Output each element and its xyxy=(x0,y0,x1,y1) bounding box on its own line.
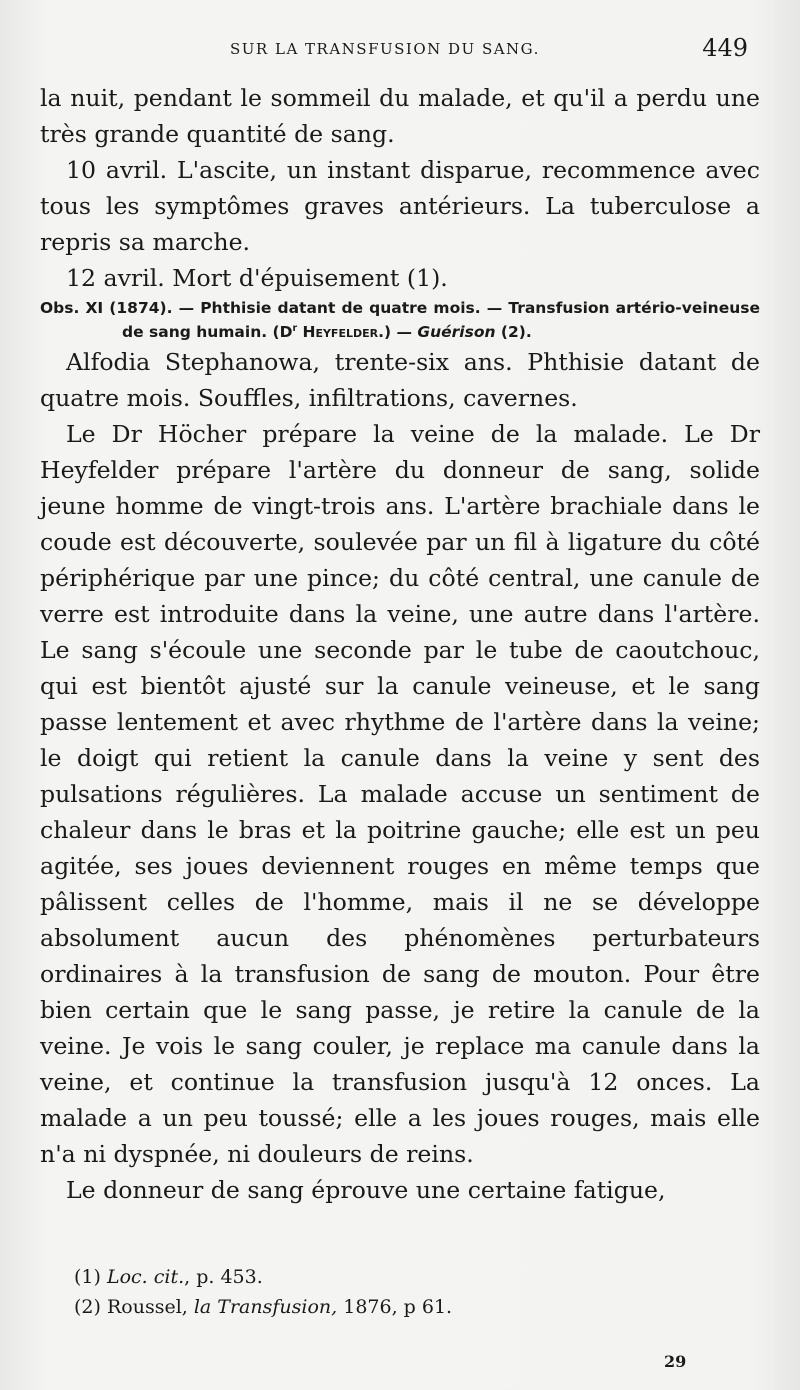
body-text xyxy=(40,80,760,1208)
footnote-1-italic: Loc. cit. xyxy=(106,1266,185,1288)
footnote-2 xyxy=(74,1292,734,1322)
paragraph-12-avril-text: 12 avril. Mort d'épuisement xyxy=(66,264,400,292)
obs-heading-part-2: .) — xyxy=(378,323,412,341)
obs-heading-part-1: Obs. XI (1874). — Phthisie datant de quatre mois. — Transfusion artério-veineuse de sang humain. (D xyxy=(40,299,760,341)
obs-heading-name: Heyfelder xyxy=(302,323,379,341)
footnote-1 xyxy=(74,1262,734,1292)
paragraph-procedure: Le Dr Höcher prépare la veine de la malade. Le Dr Heyfelder prépare l'artère du donneur de sang, solide jeune homme de vingt-trois ans. L'artère brachiale dans le coude est découverte, soulevée par un fil à ligature du côté périphérique par une pince; du côté central, une canule de verre est introduite dans la veine, une autre dans l'artère. Le sang s'écoule une seconde par le tube de caoutchouc, qui est bientôt ajusté sur la canule veineuse, et le sang passe lentement et avec rhythme de l'artère dans la veine; le doigt qui retient la canule dans la veine y sent des pulsations régulières. La malade accuse un sentiment de chaleur dans le bras et la poitrine gauche; elle est un peu agitée, ses joues deviennent rouges en même temps que pâlissent celles de l'homme, mais il ne se développe absolument aucun des phénomènes perturbateurs ordinaires à la transfusion de sang de mouton. Pour être bien certain que le sang passe, je retire la canule de la veine. Je vois le sang couler, je replace ma canule dans la veine, et continue la transfusion jusqu'à 12 onces. La malade a un peu toussé; elle a les joues rouges, mais elle n'a ni dyspnée, ni douleurs de reins. xyxy=(40,420,760,1168)
paragraph-12-avril xyxy=(40,260,760,296)
footnote-ref-1: (1). xyxy=(406,264,448,292)
signature-mark: 29 xyxy=(664,1352,687,1371)
footnote-2-italic: la Transfusion, xyxy=(193,1296,338,1318)
footnote-2-mark: (2) xyxy=(74,1296,101,1318)
running-head: SUR LA TRANSFUSION DU SANG. xyxy=(230,40,540,58)
footnote-1-rest: , p. 453. xyxy=(184,1266,263,1288)
paragraph-continuation: la nuit, pendant le sommeil du malade, et qu'il a perdu une très grande quantité de sang. xyxy=(40,84,760,148)
observation-heading xyxy=(40,296,760,344)
footnote-2-author: Roussel, xyxy=(106,1296,188,1318)
footnotes xyxy=(74,1262,734,1322)
footnote-ref-2: (2). xyxy=(500,323,532,341)
paragraph-10-avril: 10 avril. L'ascite, un instant disparue, recommence avec tous les symptômes graves antérieurs. La tuberculose a repris sa marche. xyxy=(40,156,760,256)
obs-heading-result: Guérison xyxy=(417,323,496,341)
obs-heading-dr-sup: r xyxy=(292,322,298,334)
footnote-2-rest: 1876, p 61. xyxy=(343,1296,453,1318)
paragraph-patient: Alfodia Stephanowa, trente-six ans. Phthisie datant de quatre mois. Souffles, infiltrations, cavernes. xyxy=(40,348,760,412)
footnote-1-mark: (1) xyxy=(74,1266,101,1288)
page-header xyxy=(40,34,752,66)
paragraph-donor: Le donneur de sang éprouve une certaine fatigue, xyxy=(66,1176,666,1204)
page-number: 449 xyxy=(702,34,748,62)
